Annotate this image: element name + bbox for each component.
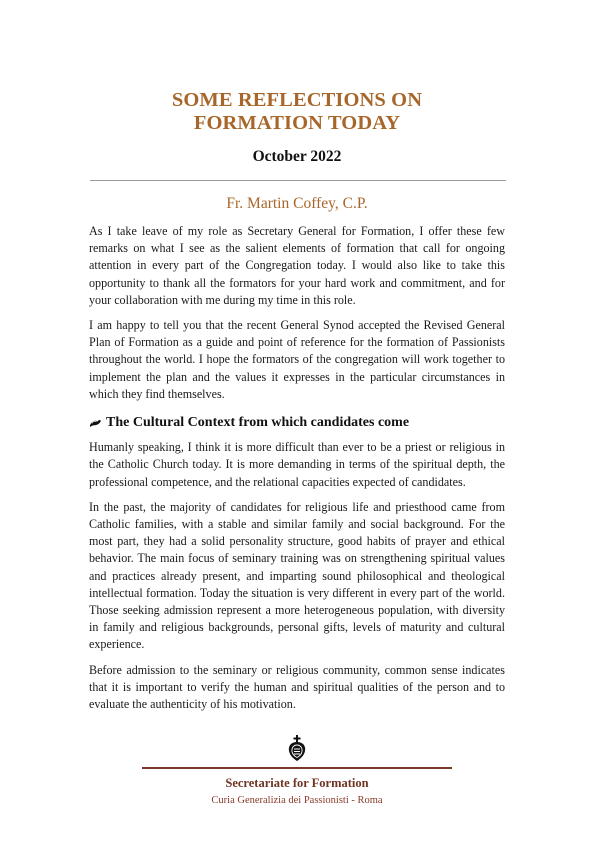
footer-title: Secretariate for Formation [225, 776, 369, 790]
paragraph: In the past, the majority of candidates for religious life and priesthood came from Catholic families, with a stable and similar family and social background. For the most part, they had a solid personality structure, good habits of prayer and ethical behavior. The main focus of seminary training was on strengthening spiritual values and practices already present, and imparting sound philosophical and theological intellectual formation. Today the situation is very different in every part of the world. Those seeking admission represent a more heterogeneous population, with diversity in family and religious backgrounds, personal gifts, levels of maturity and cultural experience. [89, 499, 505, 652]
footer-subtitle: Curia Generalizia dei Passionisti - Roma [211, 795, 383, 806]
document-body [89, 223, 505, 721]
header-divider [90, 180, 506, 181]
title-line-2: FORMATION TODAY [193, 112, 401, 134]
document-title [0, 89, 594, 135]
footer-divider [142, 767, 452, 769]
section-heading-text: The Cultural Context from which candidates come [106, 415, 410, 431]
paragraph: As I take leave of my role as Secretary General for Formation, I offer these few remarks on what I see as the salient elements of formation that call for ongoing attention in every part of the Congregation today. I would also like to take this opportunity to thank all the formators for your hard work and commitment, and for your collaboration with me during my time in this role. [89, 224, 505, 307]
paragraph: Humanly speaking, I think it is more difficult than ever to be a priest or religious in the Catholic Church today. It is more demanding in terms of the spiritual depth, the professional competence, and the relational capacities expected of candidates. [89, 440, 505, 489]
paragraph: Before admission to the seminary or religious community, common sense indicates that it is important to verify the human and spiritual qualities of the person and to evaluate the authenticity of his motivation. [89, 662, 505, 712]
paragraph: I am happy to tell you that the recent General Synod accepted the Revised General Plan of Formation as a guide and point of reference for the formation of Passionists throughout the world. I hope the formators of the congregation will work together to implement the plan and the values it expresses in the particular circumstances in which they find themselves. [89, 318, 505, 401]
section-heading [89, 414, 505, 431]
passionist-sign-icon [287, 735, 307, 761]
title-line-1: SOME REFLECTIONS ON [171, 89, 423, 111]
floral-heart-icon [89, 417, 102, 428]
document-date: October 2022 [252, 148, 342, 165]
author-name: Fr. Martin Coffey, C.P. [226, 195, 368, 212]
